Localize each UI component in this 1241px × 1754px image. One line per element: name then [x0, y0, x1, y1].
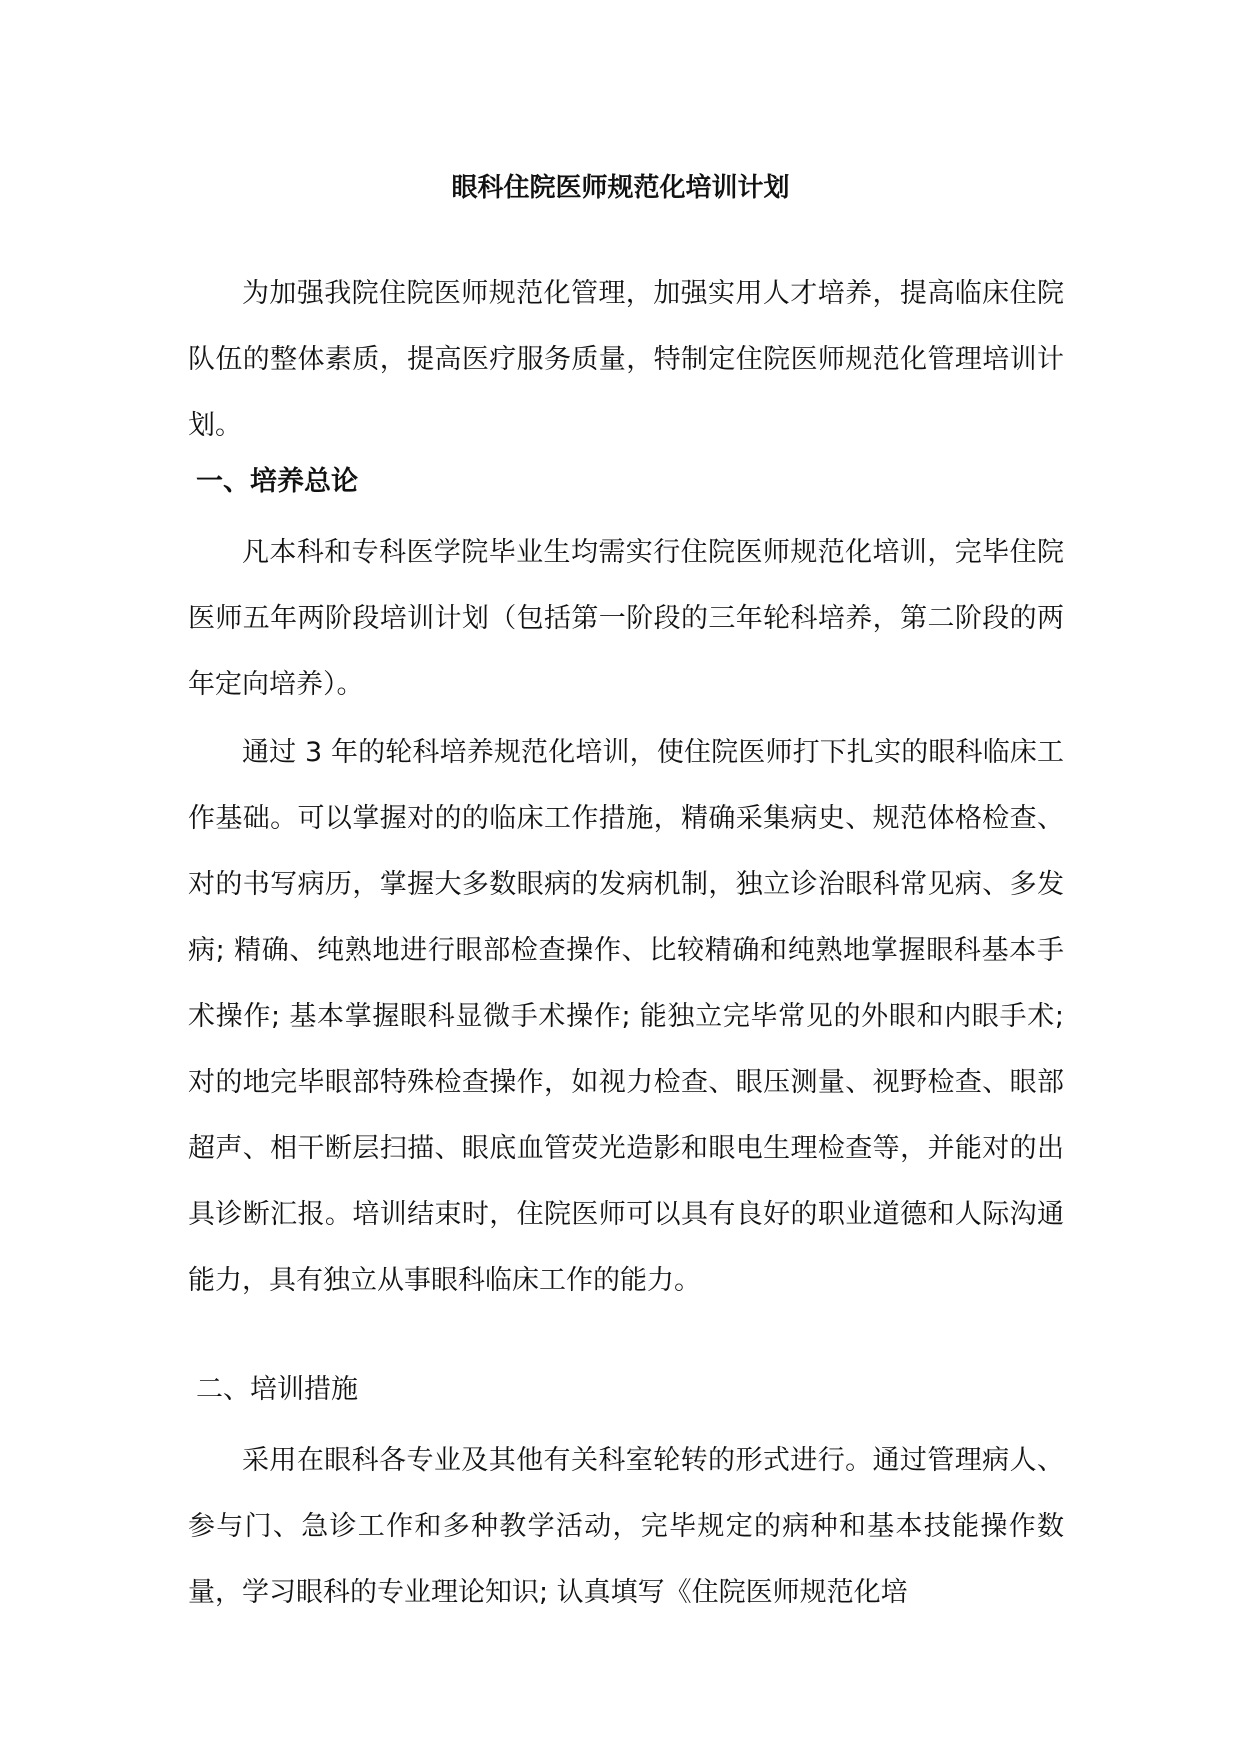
document-title: 眼科住院医师规范化培训计划	[451, 173, 790, 203]
section-1-paragraph-2: 通过 3 年的轮科培养规范化培训，使住院医师打下扎实的眼科临床工作基础。可以掌握对的的临床工作措施，精确采集病史、规范体格检查、对的书写病历，掌握大多数眼病的发病机制，独立诊治眼科常见病、多发病; 精确、纯熟地进行眼部检查操作、比较精确和纯熟地掌握眼科基本手术操作; 基本掌握眼科显微手术操作; 能独立完毕常见的外眼和内眼手术; 对的地完毕眼部特殊检查操作，如视力检查、眼压测量、视野检查、眼部超声、相干断层扫描、眼底血管荧光造影和眼电生理检查等，并能对的出具诊断汇报。培训结束时，住院医师可以具有良好的职业道德和人际沟通能力，具有独立从事眼科临床工作的能力。	[188, 737, 1064, 1296]
section-1-heading: 一、培养总论	[196, 466, 358, 497]
section-1-paragraph-1: 凡本科和专科医学院毕业生均需实行住院医师规范化培训，完毕住院医师五年两阶段培训计划（包括第一阶段的三年轮科培养，第二阶段的两年定向培养）。	[188, 537, 1064, 700]
section-2-heading: 二、培训措施	[196, 1374, 358, 1405]
section-2-paragraph-1: 采用在眼科各专业及其他有关科室轮转的形式进行。通过管理病人、参与门、急诊工作和多种教学活动，完毕规定的病种和基本技能操作数量，学习眼科的专业理论知识; 认真填写《住院医师规范化培	[188, 1445, 1064, 1608]
intro-paragraph: 为加强我院住院医师规范化管理，加强实用人才培养，提高临床住院队伍的整体素质，提高医疗服务质量，特制定住院医师规范化管理培训计划。	[188, 278, 1064, 441]
